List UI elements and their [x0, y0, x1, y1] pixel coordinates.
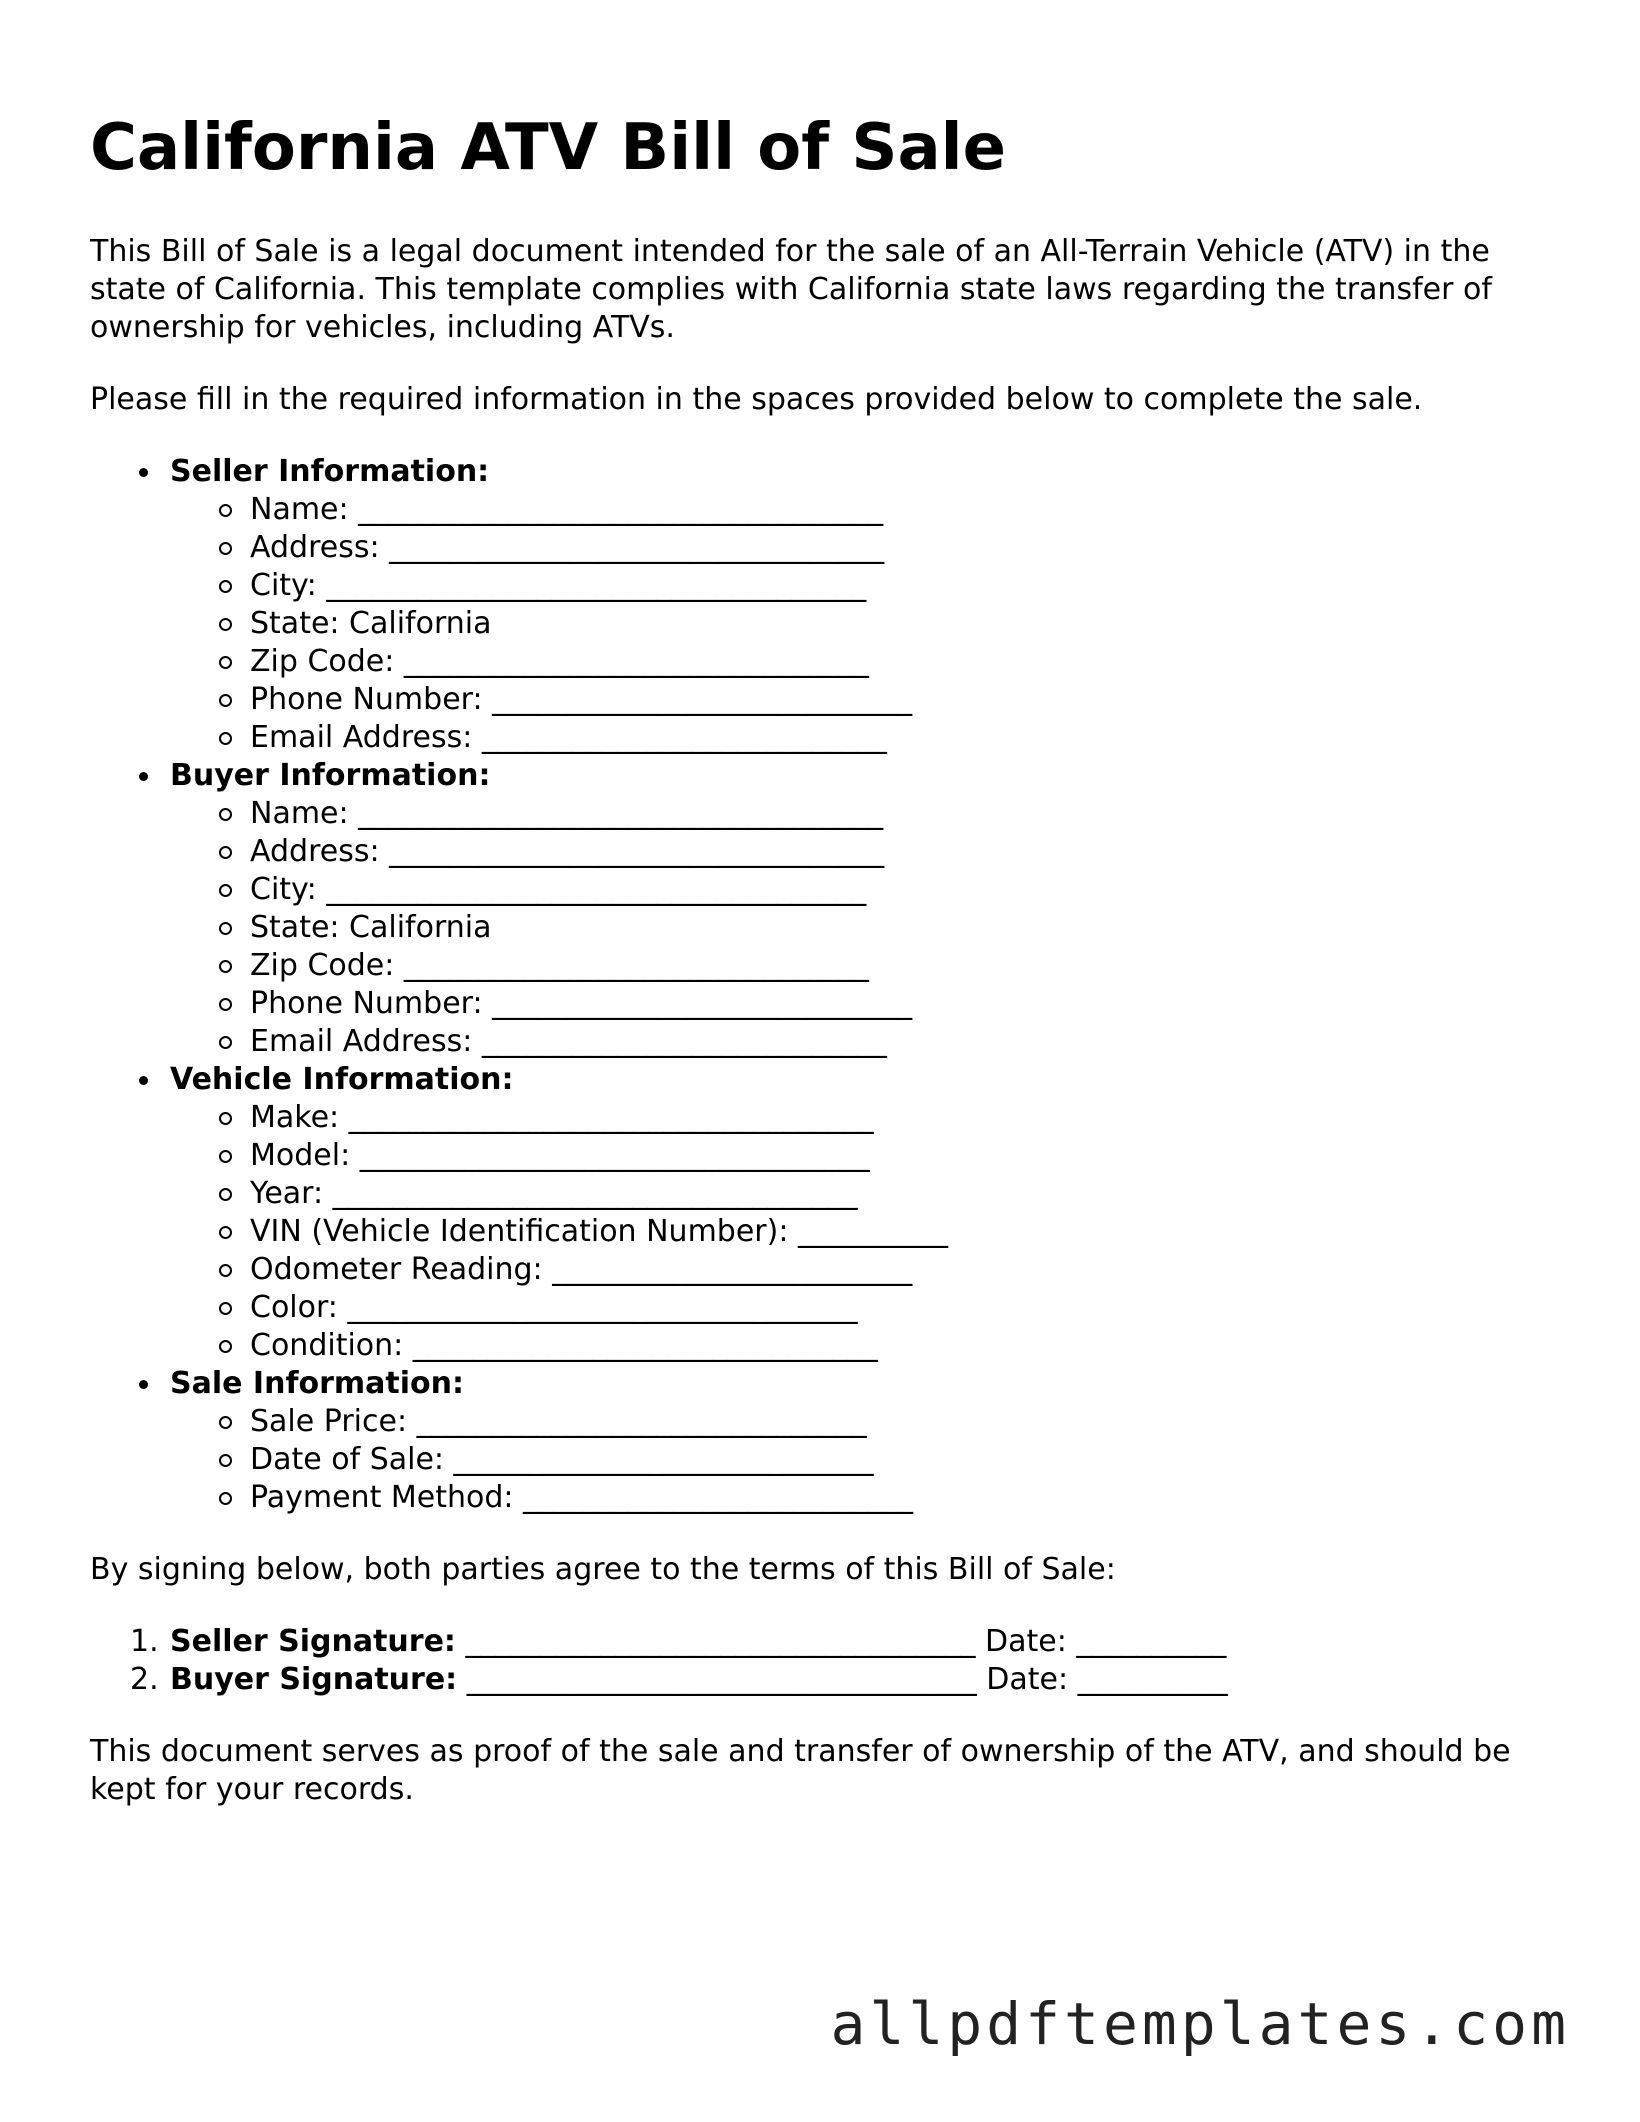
- section-title: Sale Information:: [170, 1365, 464, 1401]
- section-vehicle: [170, 1061, 1550, 1365]
- section-buyer: [170, 757, 1550, 1061]
- buyer-name-field[interactable]: Name: ___________________________________: [250, 795, 1550, 833]
- buyer-signature-label: Buyer Signature:: [170, 1661, 458, 1697]
- vehicle-condition-field[interactable]: Condition: _______________________________: [250, 1327, 1550, 1365]
- seller-state-field: State: California: [250, 605, 1550, 643]
- buyer-city-field[interactable]: City: ____________________________________: [250, 871, 1550, 909]
- seller-phone-field[interactable]: Phone Number: ____________________________: [250, 681, 1550, 719]
- buyer-signature-blank[interactable]: __________________________________ Date: __________: [457, 1661, 1228, 1697]
- buyer-phone-field[interactable]: Phone Number: ____________________________: [250, 985, 1550, 1023]
- vehicle-odometer-field[interactable]: Odometer Reading: ________________________: [250, 1251, 1550, 1289]
- buyer-state-field: State: California: [250, 909, 1550, 947]
- buyer-address-field[interactable]: Address: _________________________________: [250, 833, 1550, 871]
- sale-date-field[interactable]: Date of Sale: ____________________________: [250, 1441, 1550, 1479]
- document-page: [90, 110, 1550, 1809]
- vehicle-color-field[interactable]: Color: __________________________________: [250, 1289, 1550, 1327]
- watermark-text: allpdftemplates.com: [830, 1990, 1570, 2058]
- list-number: 2.: [130, 1661, 159, 1697]
- vehicle-year-field[interactable]: Year: ___________________________________: [250, 1175, 1550, 1213]
- seller-signature-line[interactable]: [130, 1623, 1550, 1661]
- seller-address-field[interactable]: Address: _________________________________: [250, 529, 1550, 567]
- buyer-fields: [170, 795, 1550, 1061]
- intro-paragraph: This Bill of Sale is a legal document intended for the sale of an All-Terrain Vehicle (ATV) in the state of California. This template complies with California state laws regarding the transfer of ownership for vehicles, including ATVs.: [90, 233, 1492, 345]
- page-title: California ATV Bill of Sale: [90, 111, 1006, 185]
- instructions-paragraph: Please fill in the required information in the spaces provided below to complete the sale.: [90, 381, 1423, 417]
- vehicle-vin-field[interactable]: VIN (Vehicle Identification Number): __________: [250, 1213, 1550, 1251]
- seller-signature-label: Seller Signature:: [170, 1623, 456, 1659]
- closing-paragraph: By signing below, both parties agree to the terms of this Bill of Sale:: [90, 1551, 1116, 1587]
- list-number: 1.: [130, 1623, 159, 1659]
- section-title: Seller Information:: [170, 453, 490, 489]
- section-title: Buyer Information:: [170, 757, 491, 793]
- sale-fields: [170, 1403, 1550, 1517]
- signature-list: [90, 1623, 1550, 1699]
- vehicle-model-field[interactable]: Model: __________________________________: [250, 1137, 1550, 1175]
- section-sale: [170, 1365, 1550, 1517]
- buyer-email-field[interactable]: Email Address: ___________________________: [250, 1023, 1550, 1061]
- final-paragraph: This document serves as proof of the sale and transfer of ownership of the ATV, and should be kept for your records.: [90, 1733, 1511, 1807]
- section-title: Vehicle Information:: [170, 1061, 514, 1097]
- payment-method-field[interactable]: Payment Method: __________________________: [250, 1479, 1550, 1517]
- seller-signature-blank[interactable]: __________________________________ Date: __________: [455, 1623, 1227, 1659]
- section-seller: [170, 453, 1550, 757]
- buyer-signature-line[interactable]: [130, 1661, 1550, 1699]
- seller-email-field[interactable]: Email Address: ___________________________: [250, 719, 1550, 757]
- seller-name-field[interactable]: Name: ___________________________________: [250, 491, 1550, 529]
- sale-price-field[interactable]: Sale Price: ______________________________: [250, 1403, 1550, 1441]
- buyer-zip-field[interactable]: Zip Code: _______________________________: [250, 947, 1550, 985]
- sections-list: [90, 453, 1550, 1517]
- vehicle-make-field[interactable]: Make: ___________________________________: [250, 1099, 1550, 1137]
- seller-zip-field[interactable]: Zip Code: _______________________________: [250, 643, 1550, 681]
- seller-city-field[interactable]: City: ____________________________________: [250, 567, 1550, 605]
- vehicle-fields: [170, 1099, 1550, 1365]
- seller-fields: [170, 491, 1550, 757]
